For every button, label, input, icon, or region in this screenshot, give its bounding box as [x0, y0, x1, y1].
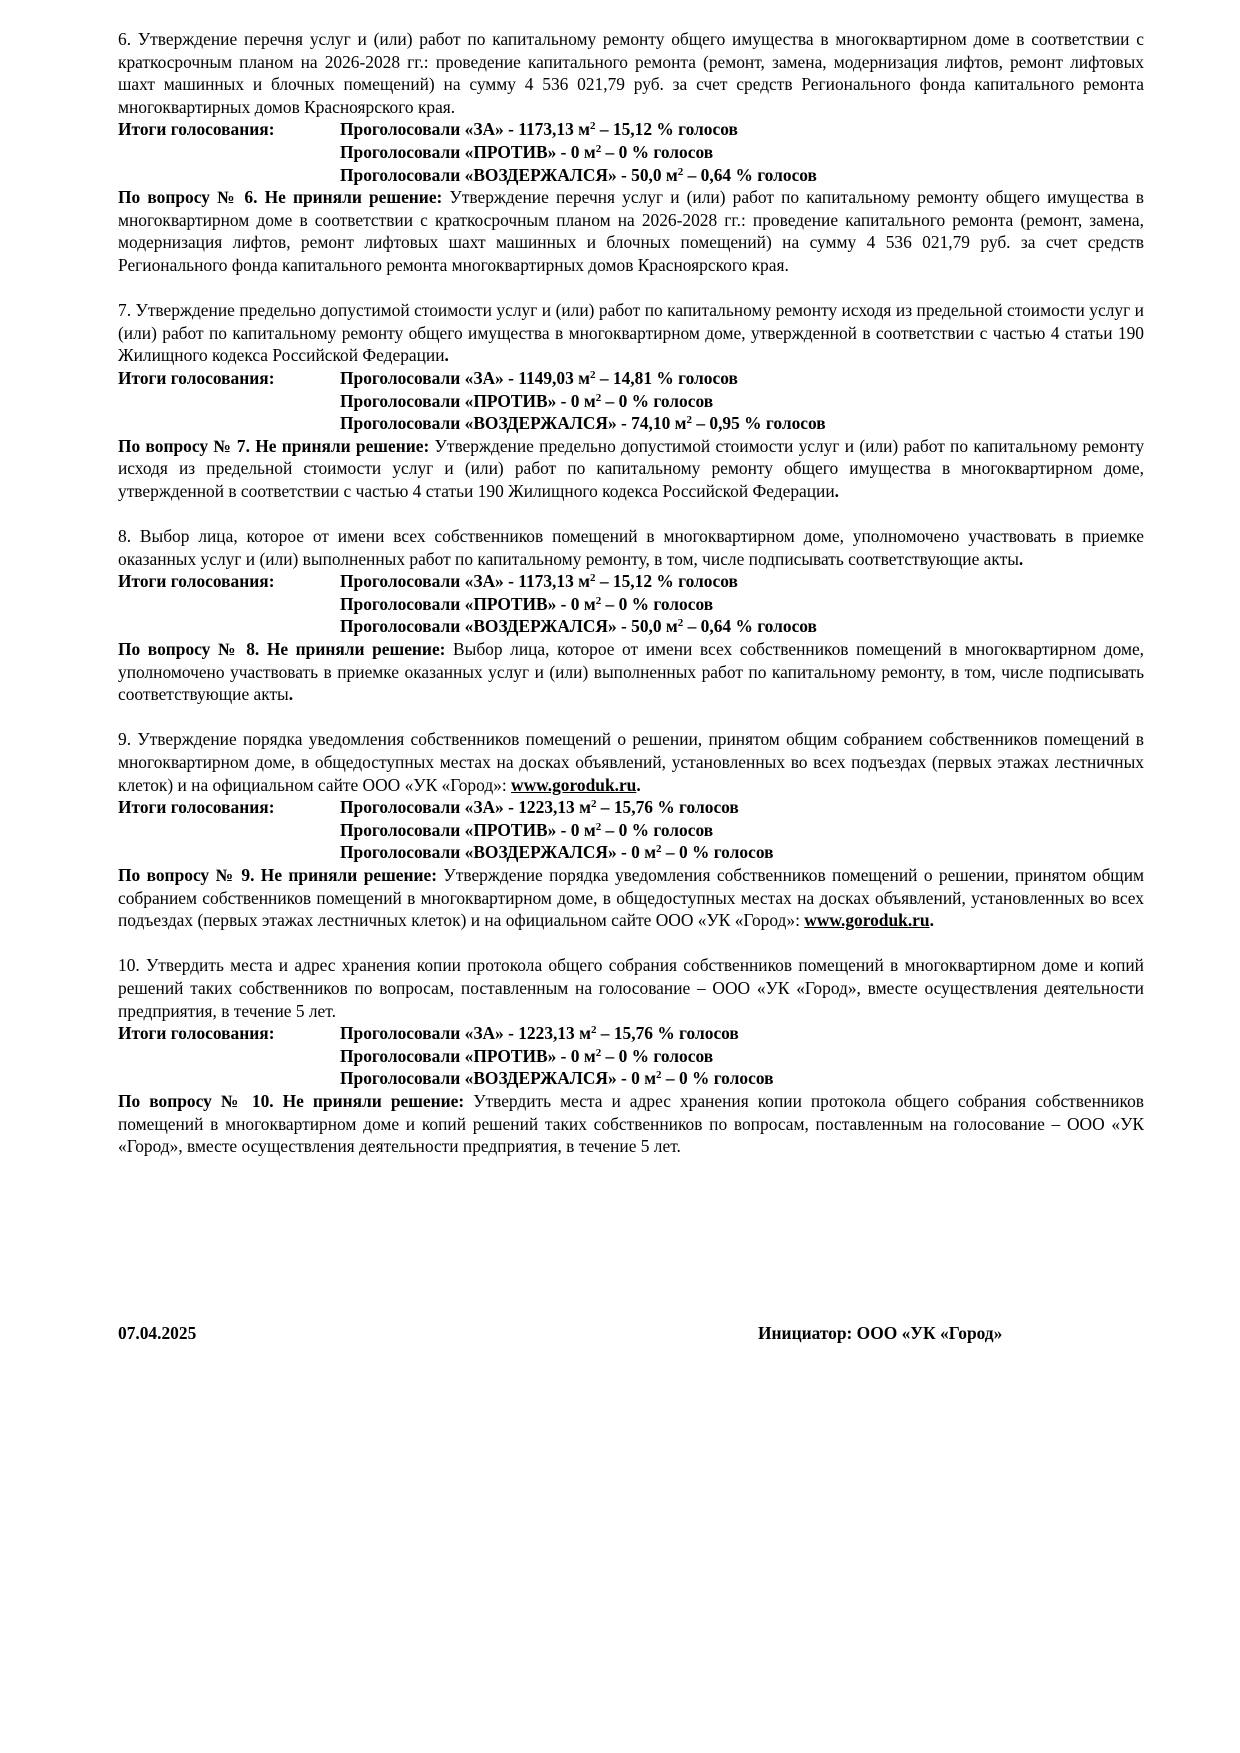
results-label: Итоги голосования: — [118, 367, 275, 388]
results-label: Итоги голосования: — [118, 119, 275, 140]
square-unit-sup: 2 — [590, 798, 597, 811]
vote-against-value — [340, 1045, 713, 1068]
voting-results — [118, 118, 1144, 186]
square-unit-sup: 2 — [595, 142, 602, 155]
vote-against-text: Проголосовали «ПРОТИВ» - 0 м — [340, 390, 596, 411]
vote-abstain-percent: – 0 % голосов — [661, 1068, 774, 1089]
square-unit-sup: 2 — [590, 120, 596, 133]
square-unit-sup: 2 — [677, 165, 684, 178]
vote-abstain-text: Проголосовали «ВОЗДЕРЖАЛСЯ» - 50,0 м — [340, 616, 678, 637]
vote-against-percent: – 0 % голосов — [601, 1045, 714, 1066]
decision-label — [118, 187, 442, 207]
vote-against-percent: – 0 % голосов — [601, 141, 714, 162]
decision-body: Утверждение перечня услуг и (или) работ по капитальному ремонту общего имущества в многоквартирном доме в соответствии с краткосрочным планом на 2026-2028 гг.: проведение капитального ремонта (ремонт, замена, модернизация лифтов, ремонт лифтовых шахт машинных и блочных помещений) на сумму 4 536 021,79 руб. за счет средств Регионального фонда капитального ремонта многоквартирных домов Красноярского края. — [118, 187, 1145, 275]
vote-abstain-value — [340, 164, 817, 187]
vote-for-value — [340, 118, 738, 141]
question-text — [118, 728, 1144, 796]
question-body: 6. Утверждение перечня услуг и (или) работ по капитальному ремонту общего имущества в многоквартирном доме в соответствии с краткосрочным планом на 2026-2028 гг.: проведение капитального ремонта (ремонт, замена, модернизация лифтов, ремонт лифтовых шахт машинных и блочных помещений) на сумму 4 536 021,79 руб. за счет средств Регионального фонда капитального ремонта многоквартирных домов Красноярского края. — [118, 29, 1144, 117]
vote-against-text: Проголосовали «ПРОТИВ» - 0 м — [340, 819, 596, 840]
vote-abstain-row — [118, 841, 1144, 864]
question-end: . — [444, 345, 449, 366]
vote-for-value — [340, 367, 738, 390]
decision-prefix: По вопросу № — [118, 187, 245, 208]
decision-body: Утвердить места и адрес хранения копии протокола общего собрания собственников помещений в многоквартирном доме и копий решений таких собственников по вопросам, поставленным на голосование – ООО «УК «Город», вместе осуществления деятельности предприятия, в течение 5 лет. — [118, 1090, 1144, 1157]
vote-abstain-row — [118, 615, 1144, 638]
agenda-item-8 — [118, 525, 1144, 706]
vote-for-row — [118, 1022, 1144, 1045]
results-label-spacer — [118, 819, 340, 842]
question-end: . — [1018, 548, 1024, 569]
vote-abstain-row — [118, 164, 1144, 187]
results-label-spacer — [118, 412, 340, 435]
results-label: Итоги голосования: — [118, 1023, 275, 1044]
decision-label — [118, 639, 445, 659]
decision-label — [118, 436, 429, 456]
vote-abstain-text: Проголосовали «ВОЗДЕРЖАЛСЯ» - 0 м — [340, 842, 657, 863]
question-body: 8. Выбор лица, которое от имени всех собственников помещений в многоквартирном доме, уполномочено участвовать в приемке оказанных услуг и (или) выполненных работ по капитальному ремонту, в том, числе подписывать соответствующие акты — [118, 526, 1144, 569]
square-unit-sup: 2 — [595, 594, 602, 607]
footer-date: 07.04.2025 — [118, 1323, 197, 1343]
decision-text — [118, 864, 1144, 932]
results-label-spacer — [118, 164, 340, 187]
vote-for-row — [118, 367, 1144, 390]
square-unit-sup: 2 — [656, 1069, 662, 1082]
question-text — [118, 28, 1144, 118]
vote-for-percent: – 15,12 % голосов — [595, 119, 738, 140]
question-body: 7. Утверждение предельно допустимой стоимости услуг и (или) работ по капитальному ремонту исходя из предельной стоимости услуг и (или) работ по капитальному ремонту общего имущества в многоквартирном доме, утвержденной в соответствии с частью 4 статьи 190 Жилищного кодекса Российской Федерации — [118, 300, 1144, 366]
square-unit-sup: 2 — [595, 1046, 602, 1059]
decision-prefix: По вопросу № — [118, 1090, 252, 1111]
vote-for-percent: – 15,76 % голосов — [596, 797, 739, 818]
vote-against-text: Проголосовали «ПРОТИВ» - 0 м — [340, 141, 596, 162]
voting-results — [118, 1022, 1144, 1090]
vote-for-row — [118, 796, 1144, 819]
vote-against-percent: – 0 % голосов — [601, 819, 714, 840]
vote-abstain-value — [340, 841, 773, 864]
square-unit-sup: 2 — [686, 414, 692, 427]
vote-against-value — [340, 390, 713, 413]
vote-abstain-text: Проголосовали «ВОЗДЕРЖАЛСЯ» - 50,0 м — [340, 164, 678, 185]
vote-for-value — [340, 570, 738, 593]
vote-for-text: Проголосовали «ЗА» - 1173,13 м — [340, 119, 590, 140]
vote-for-percent: – 15,76 % голосов — [596, 1023, 739, 1044]
vote-against-value — [340, 141, 713, 164]
vote-for-text: Проголосовали «ЗА» - 1223,13 м — [340, 1023, 591, 1044]
vote-against-row — [118, 390, 1144, 413]
decision-number: 9. — [241, 864, 261, 885]
vote-against-row — [118, 1045, 1144, 1068]
square-unit-sup: 2 — [590, 1024, 597, 1037]
paragraph-gap — [118, 932, 1144, 955]
decision-end: . — [834, 480, 840, 501]
voting-results — [118, 570, 1144, 638]
results-label-spacer — [118, 1045, 340, 1068]
decision-body: Утверждение предельно допустимой стоимости услуг и (или) работ по капитальному ремонту исходя из предельной стоимости услуг и (или) работ по капитальному ремонту общего имущества в многоквартирном доме, утвержденной в соответствии с частью 4 статьи 190 Жилищного кодекса Российской Федерации — [118, 435, 1145, 501]
decision-number: 7. — [236, 435, 256, 456]
vote-for-text: Проголосовали «ЗА» - 1149,03 м — [340, 367, 590, 388]
results-label: Итоги голосования: — [118, 797, 275, 818]
vote-against-text: Проголосовали «ПРОТИВ» - 0 м — [340, 593, 596, 614]
decision-text — [118, 435, 1144, 503]
decision-end: . — [929, 910, 934, 931]
vote-for-row — [118, 570, 1144, 593]
vote-for-text: Проголосовали «ЗА» - 1223,13 м — [340, 797, 591, 818]
vote-abstain-row — [118, 412, 1144, 435]
decision-number: 8. — [246, 639, 267, 660]
square-unit-sup: 2 — [590, 368, 596, 381]
agenda-item-6 — [118, 28, 1144, 277]
decision-suffix: Не приняли решение: — [282, 1090, 465, 1111]
vote-abstain-row — [118, 1067, 1144, 1090]
results-label: Итоги голосования: — [118, 571, 275, 592]
decision-number: 6. — [244, 187, 265, 208]
website-link[interactable]: www.goroduk.ru — [511, 774, 637, 795]
agenda-item-10 — [118, 954, 1144, 1157]
voting-results — [118, 796, 1144, 864]
decision-text — [118, 638, 1144, 706]
decision-body: Выбор лица, которое от имени всех собственников помещений в многоквартирном доме, уполномочено участвовать в приемке оказанных услуг и (или) выполненных работ по капитальному ремонту, в том, числе подписывать соответствующие акты — [118, 639, 1145, 705]
square-unit-sup: 2 — [595, 391, 602, 404]
vote-against-row — [118, 819, 1144, 842]
decision-prefix: По вопросу № — [118, 639, 247, 660]
vote-abstain-percent: – 0,64 % голосов — [683, 164, 817, 185]
vote-abstain-text: Проголосовали «ВОЗДЕРЖАЛСЯ» - 74,10 м — [340, 413, 687, 434]
decision-number: 10. — [251, 1090, 283, 1111]
question-text — [118, 954, 1144, 1022]
paragraph-gap — [118, 502, 1144, 525]
decision-suffix: Не приняли решение: — [255, 435, 430, 456]
decision-prefix: По вопросу № — [118, 864, 242, 885]
voting-results — [118, 367, 1144, 435]
paragraph-gap — [118, 277, 1144, 300]
question-body: 10. Утвердить места и адрес хранения копии протокола общего собрания собственников помещений в многоквартирном доме и копий решений таких собственников по вопросам, поставленным на голосование – ООО «УК «Город», вместе осуществления деятельности предприятия, в течение 5 лет. — [118, 955, 1144, 1021]
results-label-spacer — [118, 141, 340, 164]
agenda-item-9 — [118, 728, 1144, 931]
vote-against-value — [340, 593, 713, 616]
decision-body: Утверждение порядка уведомления собственников помещений о решении, принятом общим собранием собственников помещений в многоквартирном доме, в общедоступных местах на досках объявлений, установленных во всех подъездах (первых этажах лестничных клеток) и на официальном сайте ООО «УК «Город»: — [118, 864, 1145, 931]
square-unit-sup: 2 — [595, 820, 602, 833]
decision-label — [118, 1091, 464, 1111]
results-label-spacer — [118, 615, 340, 638]
square-unit-sup: 2 — [656, 843, 662, 856]
results-label-spacer — [118, 1067, 340, 1090]
vote-abstain-percent: – 0,95 % голосов — [691, 413, 826, 434]
results-label-spacer — [118, 841, 340, 864]
vote-against-percent: – 0 % голосов — [601, 593, 714, 614]
decision-text — [118, 1090, 1144, 1158]
decision-suffix: Не приняли решение: — [260, 864, 438, 885]
vote-against-value — [340, 819, 713, 842]
vote-abstain-value — [340, 615, 817, 638]
agenda-item-7 — [118, 299, 1144, 502]
vote-for-value — [340, 1022, 739, 1045]
vote-against-row — [118, 593, 1144, 616]
results-label-spacer — [118, 390, 340, 413]
vote-abstain-text: Проголосовали «ВОЗДЕРЖАЛСЯ» - 0 м — [340, 1068, 657, 1089]
vote-abstain-percent: – 0,64 % голосов — [683, 616, 817, 637]
vote-for-text: Проголосовали «ЗА» - 1173,13 м — [340, 571, 590, 592]
question-text — [118, 525, 1144, 570]
square-unit-sup: 2 — [590, 572, 596, 585]
vote-against-text: Проголосовали «ПРОТИВ» - 0 м — [340, 1045, 596, 1066]
vote-for-value — [340, 796, 739, 819]
question-end: . — [636, 774, 641, 795]
vote-against-row — [118, 141, 1144, 164]
question-body: 9. Утверждение порядка уведомления собственников помещений о решении, принятом общим собранием собственников помещений в многоквартирном доме, в общедоступных местах на досках объявлений, установленных во всех подъездах (первых этажах лестничных клеток) и на официальном сайте ООО «УК «Город»: — [118, 729, 1144, 795]
decision-text — [118, 186, 1144, 276]
square-unit-sup: 2 — [677, 617, 684, 630]
results-label-spacer — [118, 593, 340, 616]
vote-for-percent: – 15,12 % голосов — [595, 571, 738, 592]
vote-abstain-value — [340, 1067, 773, 1090]
decision-end: . — [288, 684, 294, 705]
question-text — [118, 299, 1144, 367]
decision-suffix: Не приняли решение: — [266, 639, 446, 660]
decision-suffix: Не приняли решение: — [264, 187, 443, 208]
document-body — [118, 28, 1144, 1158]
vote-abstain-value — [340, 412, 826, 435]
paragraph-gap — [118, 706, 1144, 729]
footer-initiator: Инициатор: ООО «УК «Город» — [758, 1323, 1003, 1343]
vote-against-percent: – 0 % голосов — [601, 390, 714, 411]
website-link[interactable]: www.goroduk.ru — [804, 910, 930, 931]
decision-prefix: По вопросу № — [118, 435, 237, 456]
vote-for-percent: – 14,81 % голосов — [595, 367, 738, 388]
decision-label — [118, 865, 437, 885]
vote-for-row — [118, 118, 1144, 141]
vote-abstain-percent: – 0 % голосов — [661, 842, 774, 863]
